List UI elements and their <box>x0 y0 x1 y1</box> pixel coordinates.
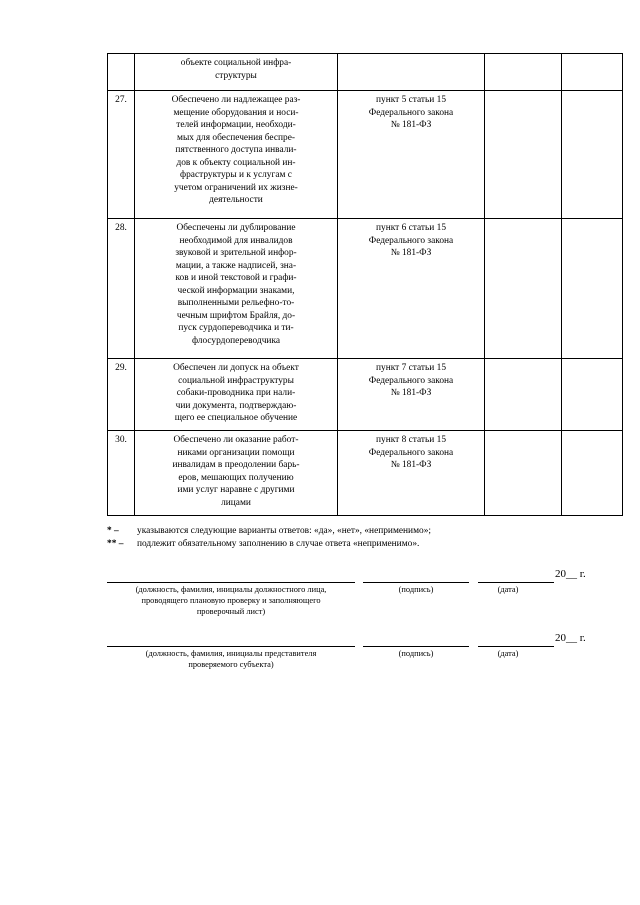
row-number: 30. <box>108 431 135 516</box>
question-text: Обеспечен ли допуск на объект социальной инфраструктуры собаки-проводника при нали- чии документа, подтверждаю- щего ее специальное обучение <box>173 363 299 423</box>
checklist-table <box>107 53 623 516</box>
question-cell <box>135 54 338 91</box>
answer-cell <box>485 54 562 91</box>
answer-cell <box>485 359 562 431</box>
question-text: объекте социальной инфра- структуры <box>180 58 292 81</box>
row-number: 27. <box>108 91 135 219</box>
comment-cell <box>562 359 623 431</box>
footnote-mark: * – <box>107 526 119 536</box>
comment-cell <box>562 219 623 359</box>
footnote <box>107 538 607 551</box>
footnote <box>107 525 607 538</box>
footnote-text: подлежит обязательному заполнению в случае ответа «неприменимо». <box>137 539 420 549</box>
question-text: Обеспечены ли дублирование необходимой для инвалидов звуковой и зрительной инфор- мации, а также надписей, зна- ков и иной текстовой и графи- ческой информации знаками, выполненными рельефно-то- чечным шрифтом Брайля, до- пуск сурдопереводчика и ти- флосурдопереводчика <box>175 223 297 346</box>
question-cell <box>135 219 338 359</box>
reference-cell <box>338 359 485 431</box>
signature-date-caption: (дата) <box>497 649 519 658</box>
table-row <box>108 431 623 516</box>
row-number: 28. <box>108 219 135 359</box>
footnotes <box>107 525 607 551</box>
question-cell <box>135 91 338 219</box>
row-number: 29. <box>108 359 135 431</box>
reference-cell <box>338 219 485 359</box>
question-text: Обеспечено ли оказание работ- никами организации помощи инвалидам в преодолении барь- еров, мешающих получению ими услуг наравне с другими лицами <box>172 435 300 508</box>
answer-cell <box>485 431 562 516</box>
table-row <box>108 54 623 91</box>
signature-line-sign <box>363 582 469 583</box>
signature-line-role <box>107 582 355 583</box>
question-cell <box>135 359 338 431</box>
reference-cell <box>338 91 485 219</box>
signature-role-caption: (должность, фамилия, инициалы представителя проверяемого субъекта) <box>145 649 317 669</box>
reference-text: пункт 7 статьи 15 Федерального закона № 181-ФЗ <box>368 363 454 398</box>
footnote-text: указываются следующие варианты ответов: «да», «нет», «неприменимо»; <box>137 526 431 536</box>
signature-sign-caption: (подпись) <box>398 585 434 594</box>
reference-text: пункт 6 статьи 15 Федерального закона № 181-ФЗ <box>368 223 454 258</box>
table-row <box>108 91 623 219</box>
table-row <box>108 219 623 359</box>
question-cell <box>135 431 338 516</box>
reference-cell <box>338 431 485 516</box>
table-row <box>108 359 623 431</box>
comment-cell <box>562 431 623 516</box>
reference-text: пункт 8 статьи 15 Федерального закона № 181-ФЗ <box>368 435 454 470</box>
footnote-mark: ** – <box>107 539 124 549</box>
year-label: 20__ г. <box>555 568 586 580</box>
signature-line-date <box>478 582 554 583</box>
signature-role-caption: (должность, фамилия, инициалы должностного лица, проводящего плановую проверку и заполняющего проверочный лист) <box>135 585 327 616</box>
comment-cell <box>562 91 623 219</box>
year-label: 20__ г. <box>555 632 586 644</box>
signature-line-date <box>478 646 554 647</box>
reference-text: пункт 5 статьи 15 Федерального закона № 181-ФЗ <box>368 95 454 130</box>
signature-date-caption: (дата) <box>497 585 519 594</box>
comment-cell <box>562 54 623 91</box>
signature-line-role <box>107 646 355 647</box>
signature-line-sign <box>363 646 469 647</box>
answer-cell <box>485 219 562 359</box>
signature-sign-caption: (подпись) <box>398 649 434 658</box>
question-text: Обеспечено ли надлежащее раз- мещение оборудования и носи- телей информации, необходи- мых для обеспечения беспре- пятственного доступа инвали- дов к объекту социальной ин- фраструктуры и к услугам с учетом ограничений их жизне- деятельности <box>171 95 301 205</box>
answer-cell <box>485 91 562 219</box>
row-number <box>108 54 135 91</box>
reference-cell <box>338 54 485 91</box>
